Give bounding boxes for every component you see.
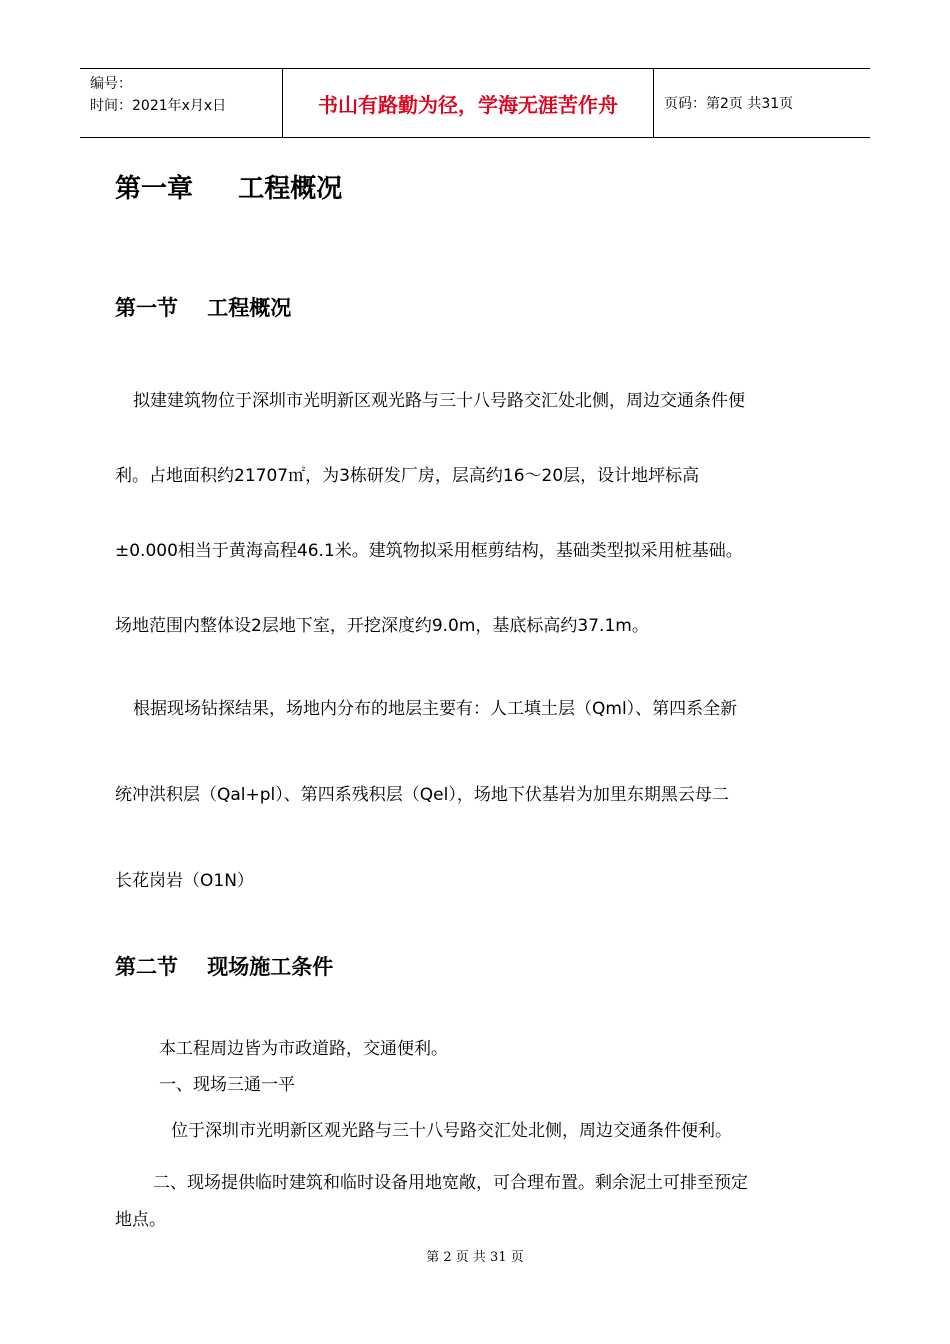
section1-para1-line3: ±0.000相当于黄海高程46.1米。建筑物拟采用框剪结构，基础类型拟采用桩基础。 xyxy=(115,541,743,561)
page-footer: 第 2 页 共 31 页 xyxy=(426,1250,524,1265)
section2-paragraph2: 一、现场三通一平 xyxy=(159,1075,295,1095)
header-left-cell xyxy=(80,69,282,137)
header-motto: 书山有路勤为径，学海无涯苦作舟 xyxy=(282,69,654,137)
page-header xyxy=(80,68,870,138)
section2-title: 第二节 现场施工条件 xyxy=(115,955,334,979)
document-time-label: 时间：2021年x月x日 xyxy=(90,98,227,114)
section1-para2-line2: 统冲洪积层（Qal+pl）、第四系残积层（Qel），场地下伏基岩为加里东期黑云母二 xyxy=(115,785,729,805)
document-number-label: 编号： xyxy=(90,76,132,92)
section1-title: 第一节 工程概况 xyxy=(115,296,292,320)
section2-paragraph1: 本工程周边皆为市政道路，交通便利。 xyxy=(159,1039,448,1059)
section1-para1-line4: 场地范围内整体设2层地下室，开挖深度约9.0m，基底标高约37.1m。 xyxy=(115,616,649,636)
header-page-info: 页码：第2页 共31页 xyxy=(664,96,794,112)
section1-para2-line3: 长花岗岩（O1N） xyxy=(115,871,254,891)
section2-paragraph3: 位于深圳市光明新区观光路与三十八号路交汇处北侧，周边交通条件便利。 xyxy=(171,1121,732,1141)
chapter-title: 第一章 工程概况 xyxy=(115,174,343,204)
section1-para1-line1: 拟建建筑物位于深圳市光明新区观光路与三十八号路交汇处北侧，周边交通条件便 xyxy=(133,391,745,411)
section1-para2-line1: 根据现场钻探结果，场地内分布的地层主要有：人工填土层（Qml）、第四系全新 xyxy=(133,699,738,719)
section1-para1-line2: 利。占地面积约21707㎡，为3栋研发厂房，层高约16～20层，设计地坪标高 xyxy=(115,466,700,486)
section2-paragraph4-line1: 二、现场提供临时建筑和临时设备用地宽敞，可合理布置。剩余泥土可排至预定 xyxy=(153,1173,748,1193)
section2-paragraph4-line2: 地点。 xyxy=(115,1210,166,1230)
